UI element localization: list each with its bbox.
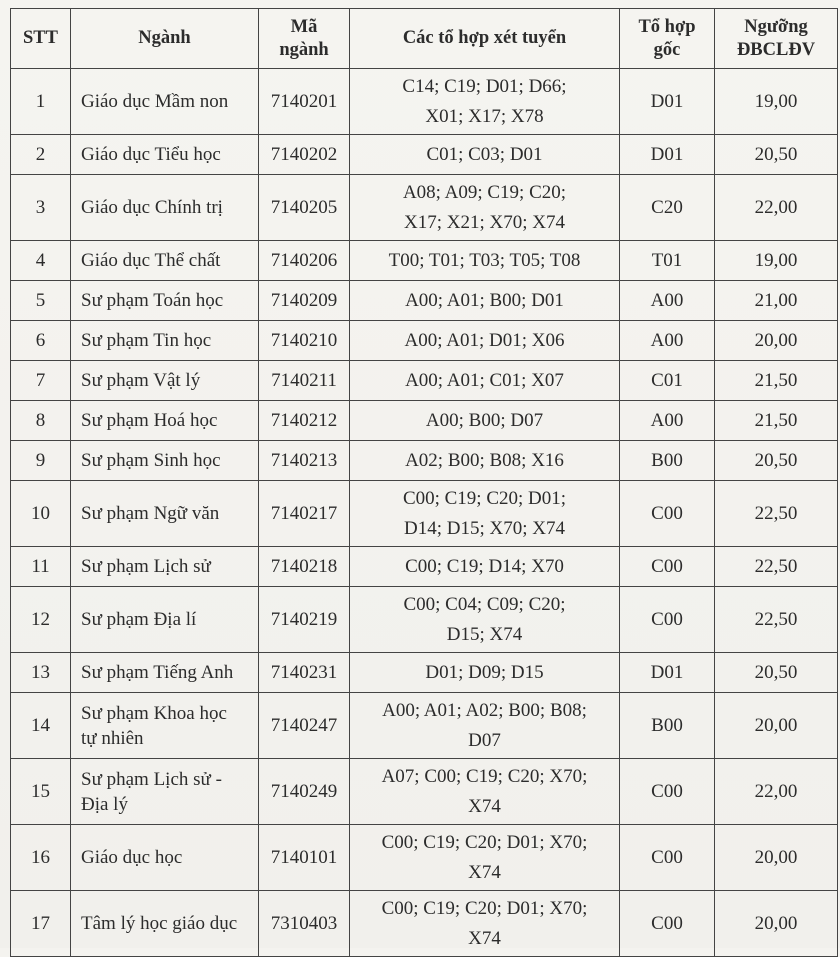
cell-base: A00: [620, 321, 715, 361]
cell-stt: 5: [11, 281, 71, 321]
cell-code: 7140209: [259, 281, 350, 321]
cell-combos-line: C00; C19; C20; D01; X70;: [381, 831, 588, 853]
cell-code: 7140231: [259, 653, 350, 693]
cell-stt: 11: [11, 547, 71, 587]
cell-combos-line: A07; C00; C19; C20; X70;: [381, 765, 588, 787]
cell-combos-line: C14; C19; D01; D66;: [402, 75, 567, 97]
cell-stt: 12: [11, 587, 71, 653]
cell-threshold: 20,00: [715, 693, 838, 759]
cell-combos: [350, 759, 620, 825]
cell-base: C00: [620, 587, 715, 653]
cell-code: 7140205: [259, 175, 350, 241]
cell-code: 7140219: [259, 587, 350, 653]
cell-major: [71, 401, 259, 441]
cell-major: [71, 891, 259, 957]
cell-code: 7140202: [259, 135, 350, 175]
cell-threshold: 20,50: [715, 441, 838, 481]
cell-base: C00: [620, 825, 715, 891]
cell-combos-line: A08; A09; C19; C20;: [402, 181, 567, 203]
header-code: [259, 9, 350, 69]
table-row: [11, 175, 838, 241]
cell-major-line: Tâm lý học giáo dục: [81, 913, 238, 934]
cell-stt: 13: [11, 653, 71, 693]
table-row: [11, 825, 838, 891]
cell-combos: [350, 281, 620, 321]
header-threshold-line1: Ngưỡng: [744, 16, 808, 37]
cell-combos: [350, 825, 620, 891]
cell-stt: 2: [11, 135, 71, 175]
table-row: [11, 759, 838, 825]
cell-major: [71, 693, 259, 759]
cell-combos-line: A00; A01; B00; D01: [405, 289, 564, 311]
cell-combos-line: X01; X17; X78: [425, 105, 544, 127]
cell-base: D01: [620, 69, 715, 135]
cell-threshold: 21,50: [715, 401, 838, 441]
cell-major-line: Giáo dục Thể chất: [81, 250, 221, 271]
header-major: Ngành: [71, 9, 259, 69]
cell-major: [71, 481, 259, 547]
cell-combos-line: X17; X21; X70; X74: [404, 211, 565, 233]
table-row: [11, 135, 838, 175]
cell-major-line: tự nhiên: [81, 727, 144, 749]
cell-major-line: Sư phạm Khoa học: [81, 702, 227, 724]
cell-stt: 10: [11, 481, 71, 547]
cell-code: 7140217: [259, 481, 350, 547]
cell-threshold: 22,00: [715, 175, 838, 241]
cell-major-line: Sư phạm Tin học: [81, 330, 212, 351]
cell-threshold: 22,00: [715, 759, 838, 825]
table-row: [11, 281, 838, 321]
cell-major-line: Sư phạm Địa lí: [81, 609, 197, 630]
cell-base: C01: [620, 361, 715, 401]
cell-base: C20: [620, 175, 715, 241]
header-base-line2: gốc: [653, 39, 681, 60]
header-base-line1: Tổ hợp: [638, 16, 696, 37]
cell-stt: 1: [11, 69, 71, 135]
cell-major-line: Giáo dục Mầm non: [81, 91, 229, 112]
cell-combos: [350, 135, 620, 175]
cell-combos-line: C00; C19; C20; D01;: [402, 487, 567, 509]
cell-major-line: Giáo dục Tiểu học: [81, 144, 221, 165]
cell-major: [71, 241, 259, 281]
cell-base: D01: [620, 653, 715, 693]
cell-combos-line: C00; C04; C09; C20;: [403, 593, 566, 615]
cell-combos-line: A00; B00; D07: [425, 409, 544, 431]
cell-combos: [350, 547, 620, 587]
cell-major: [71, 135, 259, 175]
cell-major: [71, 653, 259, 693]
cell-code: 7140210: [259, 321, 350, 361]
cell-stt: 16: [11, 825, 71, 891]
cell-base: C00: [620, 759, 715, 825]
cell-major-line: Sư phạm Sinh học: [81, 450, 221, 471]
cell-combos-line: T00; T01; T03; T05; T08: [388, 249, 581, 271]
cell-threshold: 21,00: [715, 281, 838, 321]
cell-code: 7140218: [259, 547, 350, 587]
cell-major-line: Giáo dục Chính trị: [81, 197, 223, 218]
cell-combos: [350, 441, 620, 481]
cell-combos-line: A00; A01; C01; X07: [405, 369, 564, 391]
cell-threshold: 19,00: [715, 69, 838, 135]
cell-code: 7140201: [259, 69, 350, 135]
cell-code: 7310403: [259, 891, 350, 957]
cell-combos: [350, 481, 620, 547]
cell-threshold: 22,50: [715, 481, 838, 547]
cell-major-line: Sư phạm Lịch sử: [81, 556, 211, 577]
table-row: [11, 441, 838, 481]
cell-code: 7140101: [259, 825, 350, 891]
cell-combos: [350, 361, 620, 401]
cell-combos-line: X74: [468, 861, 501, 883]
cell-major: [71, 281, 259, 321]
table-row: [11, 241, 838, 281]
cell-combos-line: X74: [468, 795, 501, 817]
cell-major-line: Địa lý: [81, 793, 128, 815]
cell-base: C00: [620, 547, 715, 587]
cell-major: [71, 69, 259, 135]
cell-combos-line: C00; C19; C20; D01; X70;: [381, 897, 588, 919]
cell-base: C00: [620, 891, 715, 957]
cell-threshold: 19,00: [715, 241, 838, 281]
cell-threshold: 20,00: [715, 321, 838, 361]
cell-major: [71, 547, 259, 587]
cell-combos: [350, 69, 620, 135]
cell-combos-line: A00; A01; D01; X06: [404, 329, 565, 351]
cell-major-line: Sư phạm Vật lý: [81, 370, 201, 391]
cell-major-line: Sư phạm Lịch sử -: [81, 768, 222, 790]
cell-major-line: Giáo dục học: [81, 847, 183, 868]
cell-combos: [350, 175, 620, 241]
cell-combos-line: D07: [468, 729, 501, 751]
cell-combos: [350, 241, 620, 281]
cell-threshold: 21,50: [715, 361, 838, 401]
table-row: [11, 321, 838, 361]
table-row: [11, 69, 838, 135]
cell-combos-line: A02; B00; B08; X16: [405, 449, 564, 471]
table-row: [11, 361, 838, 401]
cell-threshold: 22,50: [715, 587, 838, 653]
cell-base: B00: [620, 693, 715, 759]
cell-stt: 14: [11, 693, 71, 759]
cell-code: 7140212: [259, 401, 350, 441]
cell-code: 7140247: [259, 693, 350, 759]
cell-stt: 3: [11, 175, 71, 241]
cell-combos-line: D15; X74: [446, 623, 523, 645]
cell-combos: [350, 891, 620, 957]
cell-combos-line: X74: [468, 927, 501, 949]
cell-combos-line: A00; A01; A02; B00; B08;: [382, 699, 587, 721]
cell-threshold: 20,00: [715, 891, 838, 957]
header-code-line1: Mã: [290, 16, 318, 37]
cell-major: [71, 441, 259, 481]
table-header-row: [11, 9, 838, 69]
cell-combos: [350, 587, 620, 653]
cell-stt: 8: [11, 401, 71, 441]
cell-major: [71, 175, 259, 241]
table-row: [11, 547, 838, 587]
cell-combos: [350, 321, 620, 361]
cell-threshold: 20,50: [715, 653, 838, 693]
header-threshold-line2: ĐBCLĐV: [736, 39, 816, 60]
cell-base: T01: [620, 241, 715, 281]
cell-major: [71, 759, 259, 825]
table-row: [11, 653, 838, 693]
cell-major: [71, 321, 259, 361]
table-row: [11, 891, 838, 957]
cell-combos-line: C01; C03; D01: [426, 143, 543, 165]
cell-threshold: 20,50: [715, 135, 838, 175]
cell-code: 7140213: [259, 441, 350, 481]
cell-base: A00: [620, 401, 715, 441]
cell-code: 7140211: [259, 361, 350, 401]
cell-major: [71, 361, 259, 401]
table-row: [11, 481, 838, 547]
cell-combos: [350, 401, 620, 441]
cell-code: 7140249: [259, 759, 350, 825]
table-row: [11, 401, 838, 441]
header-base: [620, 9, 715, 69]
cell-combos-line: D01; D09; D15: [425, 661, 544, 683]
cell-combos: [350, 693, 620, 759]
cell-stt: 7: [11, 361, 71, 401]
cell-stt: 9: [11, 441, 71, 481]
cell-stt: 4: [11, 241, 71, 281]
header-code-line2: ngành: [279, 39, 329, 60]
cell-major: [71, 587, 259, 653]
cell-stt: 17: [11, 891, 71, 957]
cell-base: A00: [620, 281, 715, 321]
cell-threshold: 20,00: [715, 825, 838, 891]
cell-base: C00: [620, 481, 715, 547]
cell-major-line: Sư phạm Ngữ văn: [81, 503, 220, 524]
cell-stt: 15: [11, 759, 71, 825]
table-row: [11, 587, 838, 653]
cell-major-line: Sư phạm Hoá học: [81, 410, 218, 431]
cell-code: 7140206: [259, 241, 350, 281]
cell-base: B00: [620, 441, 715, 481]
header-stt: STT: [11, 9, 71, 69]
cell-combos-line: D14; D15; X70; X74: [404, 517, 565, 539]
cell-stt: 6: [11, 321, 71, 361]
header-combos: Các tổ hợp xét tuyển: [350, 9, 620, 69]
cell-threshold: 22,50: [715, 547, 838, 587]
cell-combos-line: C00; C19; D14; X70: [405, 555, 564, 577]
cell-major-line: Sư phạm Tiếng Anh: [81, 662, 234, 683]
cell-base: D01: [620, 135, 715, 175]
table-row: [11, 693, 838, 759]
cell-combos: [350, 653, 620, 693]
cell-major: [71, 825, 259, 891]
header-threshold: [715, 9, 838, 69]
cell-major-line: Sư phạm Toán học: [81, 290, 224, 311]
admission-threshold-table: [10, 8, 838, 957]
